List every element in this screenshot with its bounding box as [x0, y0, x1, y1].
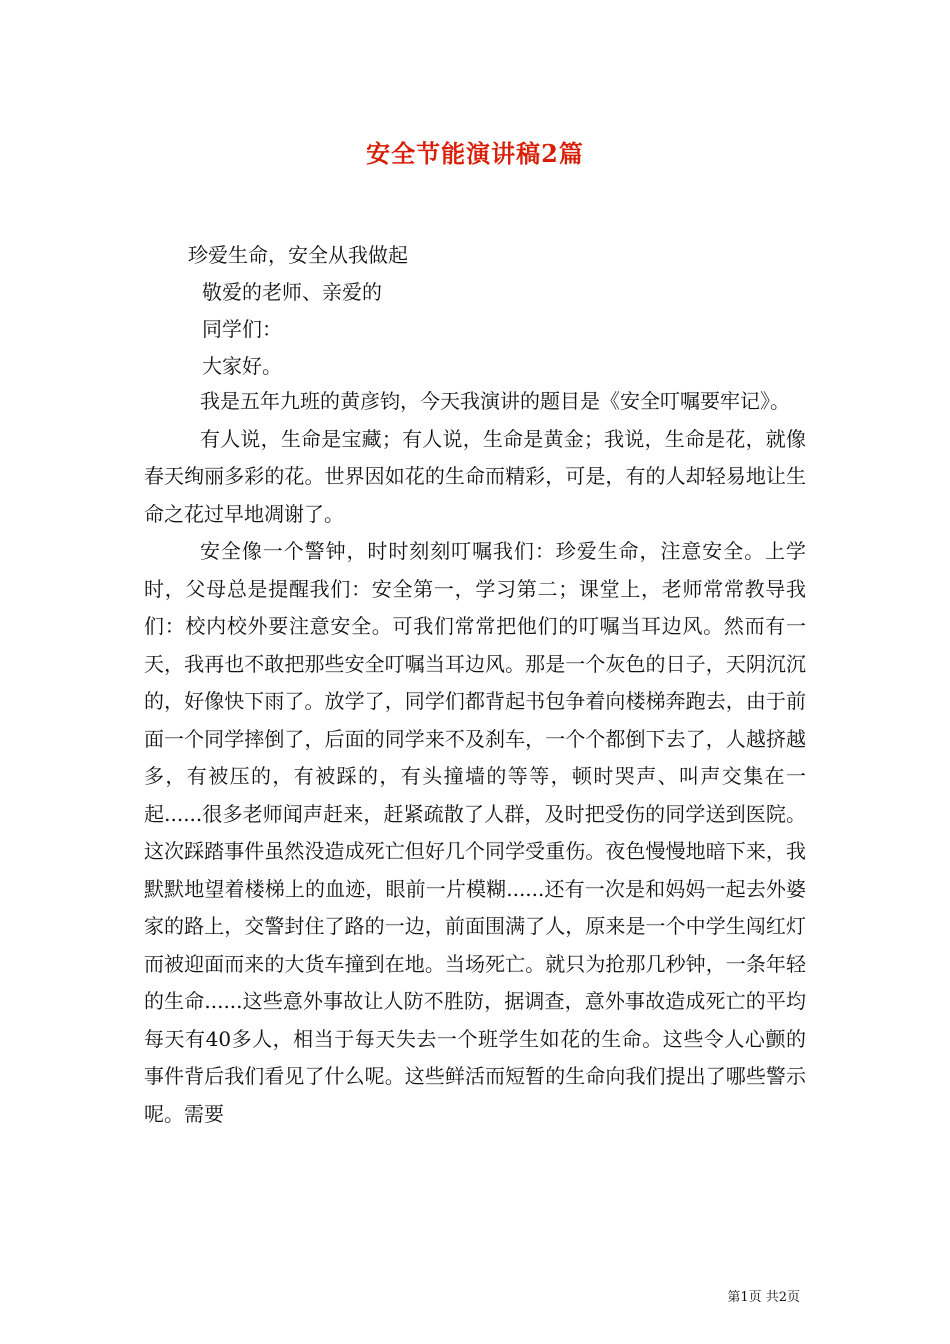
page-number: 第1页 共2页: [727, 1290, 800, 1305]
paragraph: 有人说，生命是宝藏；有人说，生命是黄金；我说，生命是花，就像春天绚丽多彩的花。世界因如花的生命而精彩，可是，有的人却轻易地让生命之花过早地凋谢了。: [144, 426, 806, 526]
salutation-line-2: 同学们：: [202, 317, 282, 341]
page-title: 安全节能演讲稿2篇: [366, 139, 584, 168]
paragraph: 安全像一个警钟，时时刻刻叮嘱我们：珍爱生命，注意安全。上学时，父母总是提醒我们：安全第一，学习第二；课堂上，老师常常教导我们：校内校外要注意安全。可我们常常把他们的叮嘱当耳边风。然而有一天，我再也不敢把那些安全叮嘱当耳边风。那是一个灰色的日子，天阴沉沉的，好像快下雨了。放学了，同学们都背起书包争着向楼梯奔跑去，由于前面一个同学摔倒了，后面的同学来不及刹车，一个个都倒下去了，人越挤越多，有被压的，有被踩的，有头撞墙的等等，顿时哭声、叫声交集在一起......很多老师闻声赶来，赶紧疏散了人群，及时把受伤的同学送到医院。这次踩踏事件虽然没造成死亡但好几个同学受重伤。夜色慢慢地暗下来，我默默地望着楼梯上的血迹，眼前一片模糊......还有一次是和妈妈一起去外婆家的路上，交警封住了路的一边，前面围满了人，原来是一个中学生闯红灯而被迎面而来的大货车撞到在地。当场死亡。就只为抢那几秒钟，一条年轻的生命......这些意外事故让人防不胜防，据调查，意外事故造成死亡的平均每天有40多人，相当于每天失去一个班学生如花的生命。这些令人心颤的事件背后我们看见了什么呢。这些鲜活而短暂的生命向我们提出了哪些警示呢。需要: [144, 539, 806, 1126]
greeting: 大家好。: [202, 354, 282, 378]
body-text: [144, 383, 806, 1133]
paragraph: 我是五年九班的黄彦钧，今天我演讲的题目是《安全叮嘱要牢记》。: [200, 389, 790, 413]
speech-subtitle: 珍爱生命，安全从我做起: [188, 243, 408, 267]
salutation-line-1: 敬爱的老师、亲爱的: [202, 280, 382, 304]
